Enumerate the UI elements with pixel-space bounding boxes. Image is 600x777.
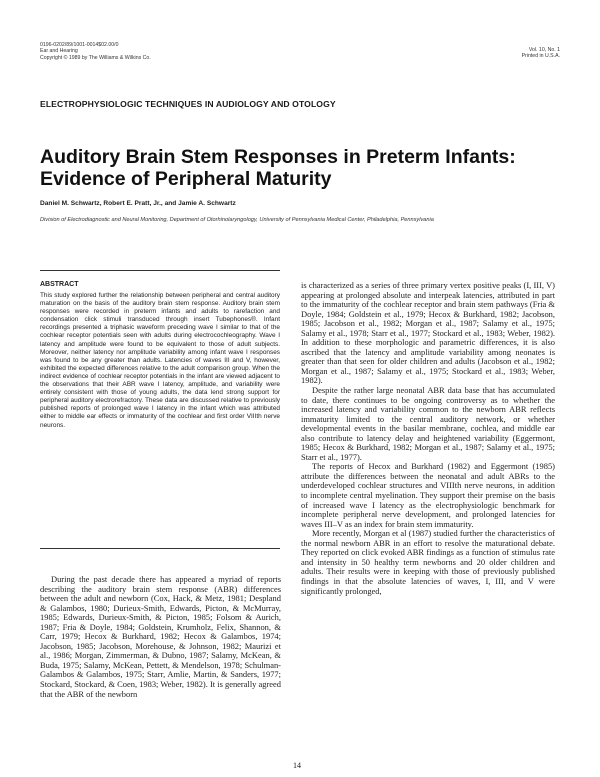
body-paragraph: During the past decade there has appeared a myriad of reports describing the auditory brain stem response (ABR) differences between the adult and newborn (Cox, Hack, & Metz, 1981; Despland & Galambos, 1980; Durieux-Smith, Edwards, Picton, & McMurray, 1985; Edwards, Durieux-Smith, & Picton, 1985; Folsom & Aurich, 1987; Fria & Doyle, 1984; Goldstein, Krumholz, Felix, Shannon, & Carr, 1979; Hecox & Burkhard, 1982; Hecox & Galambos, 1974; Jacobson, 1985; Jacobson, Morehouse, & Johnson, 1982; Maurizi et al., 1986; Morgan, Zimmerman, & Dubno, 1987; Salamy, McKean, & Buda, 1975; Salamy, McKean, Pettett, & Mendelson, 1978; Schulman-Galambos & Galambos, 1975; Starr, Amlie, Martin, & Sanders, 1977; Stockard, Stockard, & Coen, 1983; Weber, 1982). It is generally agreed that the ABR of the newborn: [40, 574, 281, 699]
page-number: 14: [293, 761, 301, 770]
header-line: Printed in U.S.A.: [521, 53, 560, 60]
body-paragraph: The reports of Hecox and Burkhard (1982) and Eggermont (1985) attribute the differences between the neonatal and adult ABRs to the underdeveloped cochlear structures and VIIIth nerve neurons, in addition to incomplete central myelination. They support their premise on the basis of increased wave I latency as the electrophysiologic benchmark for incomplete peripheral nerve development, and prolonged latencies for waves III–V as an index for brain stem immaturity.: [301, 461, 555, 529]
authors: Daniel M. Schwartz, Robert E. Pratt, Jr., and Jamie A. Schwartz: [40, 200, 236, 207]
body-right-column: [301, 281, 555, 596]
abstract-text: This study explored further the relationship between peripheral and central auditory maturation on the basis of the auditory brain stem response. Auditory brain stem responses were recorded in preterm infants and adults to rarefaction and condensation click stimuli transduced through insert Tubephones®. Infant recordings presented a triphasic waveform preceding wave I similar to that of the cochlear receptor potentials seen with adults during electrocochleography. Wave I latency and amplitude were found to be equivalent to those of adult subjects. Moreover, neither latency nor amplitude variability among infant wave I responses was found to be any greater than adults. Latencies of waves III and V, however, exhibited the expected differences relative to the adult comparison group. When the indirect evidence of cochlear receptor potentials in the infant are viewed adjacent to the observations that their ABR wave I latency, amplitude, and variability were entirely consistent with those of young adults, the data lend strong support for peripheral auditory electrorefractory. These data are discussed relative to previously published reports of prolonged wave I latency in the infant which was attributed either to middle ear effects or immaturity of the cochlear and first order VIIIth nerve neurons.: [40, 292, 280, 429]
header-line: 0196-0202/89/1001-0014$02.00/0: [40, 42, 119, 48]
body-paragraph: is characterized as a series of three primary vertex positive peaks (I, III, V) appearing at prolonged absolute and interpeak latencies, attributed in part to the immaturity of the cochlear receptor and brain stem pathways (Fria & Doyle, 1984; Goldstein et al., 1979; Hecox & Burkhard, 1982; Jacobson, 1985; Jacobson et al., 1982; Morgan et al., 1987; Salamy et al., 1975; Salamy et al., 1978; Starr et al., 1977; Stockard et al., 1983; Weber, 1982). In addition to these morphologic and parametric differences, it is also ascribed that the latency and amplitude variability among neonates is greater than that seen for older children and adults (Jacobson et al., 1982; Morgan et al., 1987; Salamy et al., 1975; Stockard et al., 1983; Weber, 1982).: [301, 280, 555, 386]
header-line: Copyright © 1989 by The Williams & Wilkins Co.: [40, 54, 151, 61]
journal-header-left: [40, 42, 151, 61]
article-title: Auditory Brain Stem Responses in Preterm Infants: Evidence of Peripheral Maturity: [40, 146, 516, 190]
header-line: Vol. 10, No. 1: [528, 47, 560, 53]
abstract-top-rule: [40, 270, 280, 271]
abstract-bottom-rule: [40, 548, 280, 549]
header-line: Ear and Hearing: [40, 48, 78, 55]
body-paragraph: Despite the rather large neonatal ABR data base that has accumulated to date, there continues to be ongoing controversy as to whether the increased latency and variability common to the newborn ABR reflects immaturity limited to the central auditory network, or whether developmental events in the basilar membrane, cochlea, and middle ear also contribute to latency delay and heightened variability (Eggermont, 1985; Hecox & Burkhard, 1982; Morgan et al., 1987; Salamy et al., 1975; Starr et al., 1977).: [301, 385, 555, 462]
body-left-column: [40, 575, 281, 699]
series-title: ELECTROPHYSIOLOGIC TECHNIQUES IN AUDIOLOGY AND OTOLOGY: [40, 99, 336, 109]
body-paragraph: More recently, Morgan et al (1987) studied further the characteristics of the normal newborn ABR in an effort to resolve the maturational debate. They reported on click evoked ABR findings as a function of stimulus rate and intensity in 50 healthy term newborns and 20 older children and adults. Their results were in keeping with those of previously published findings in that the absolute latencies of waves, I, III, and V were significantly prolonged,: [301, 528, 555, 596]
abstract-heading: ABSTRACT: [40, 281, 79, 288]
affiliation: Division of Electrodiagnostic and Neural Monitoring, Department of Otorhinolaryngology, University of Pennsylvania Medical Center, Philadelphia, Pennsylvania: [40, 217, 434, 223]
journal-header-right: [522, 47, 560, 60]
